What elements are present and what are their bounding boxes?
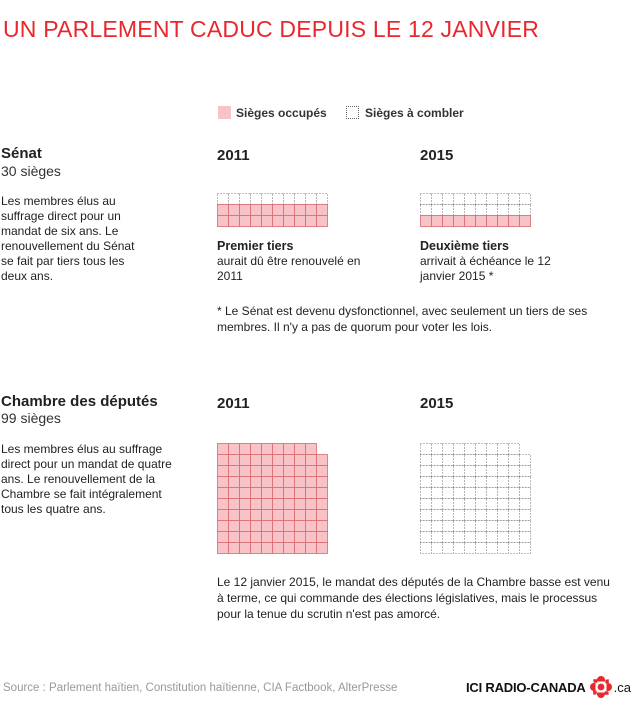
chamber-2011-seat-occupied	[306, 455, 317, 466]
chamber-2015-seat-vacant	[421, 521, 432, 532]
chamber-2015-seat-vacant	[520, 455, 531, 466]
chamber-2015-seat-vacant	[421, 510, 432, 521]
senate-caption-2015-text: arrivait à échéance le 12 janvier 2015 *	[420, 254, 551, 283]
chamber-2015-seat-vacant	[454, 488, 465, 499]
chamber-2011-seat-occupied	[229, 444, 240, 455]
chamber-2011-seat-occupied	[262, 510, 273, 521]
chamber-2011-seat-occupied	[273, 532, 284, 543]
chamber-2011-seat-occupied	[295, 477, 306, 488]
senate-2011-seat-vacant	[284, 194, 295, 205]
chamber-2015-seat-vacant	[454, 466, 465, 477]
chamber-2011-seat-occupied	[317, 455, 328, 466]
chamber-2011-seat-occupied	[295, 466, 306, 477]
senate-description: Les membres élus au suffrage direct pour un mandat de six ans. Le renouvellement du Sénat se fait par tiers tous les deux ans.	[1, 194, 135, 283]
senate-2015-seat-occupied	[487, 216, 498, 227]
chamber-2011-seat-occupied	[306, 521, 317, 532]
senate-2015-seat-vacant	[487, 205, 498, 216]
chamber-title: Chambre des députés	[1, 393, 158, 410]
logo-text: ICI RADIO-CANADA	[466, 679, 586, 695]
chamber-2011-seat-occupied	[240, 455, 251, 466]
chamber-2011-seat-occupied	[251, 510, 262, 521]
chamber-2015-seat-vacant	[443, 510, 454, 521]
senate-2015-seat-vacant	[421, 205, 432, 216]
chamber-2015-seat-vacant	[465, 532, 476, 543]
legend-vacant-swatch	[346, 106, 359, 119]
chamber-2011-seat-occupied	[273, 543, 284, 554]
chamber-2011-seat-occupied	[295, 532, 306, 543]
chamber-2015-seat-vacant	[443, 488, 454, 499]
senate-2011-seat-occupied	[306, 205, 317, 216]
senate-2011-seat-occupied	[251, 216, 262, 227]
senate-2011-seat-vacant	[295, 194, 306, 205]
chamber-2015-seat-vacant	[487, 488, 498, 499]
chamber-2015-seat-vacant	[520, 521, 531, 532]
chamber-2015-seat-grid	[420, 443, 532, 555]
chamber-2015-seat-vacant	[421, 455, 432, 466]
chamber-2011-seat-occupied	[317, 510, 328, 521]
senate-seats-label: 30 sièges	[1, 163, 61, 179]
chamber-2011-seat-occupied	[240, 499, 251, 510]
chamber-2011-seat-occupied	[229, 510, 240, 521]
senate-2015-seat-vacant	[498, 205, 509, 216]
chamber-2011-seat-occupied	[306, 466, 317, 477]
senate-2015-seat-vacant	[443, 194, 454, 205]
chamber-2015-seat-vacant	[454, 477, 465, 488]
chamber-2015-seat-vacant	[520, 477, 531, 488]
chamber-2011-seat-occupied	[295, 521, 306, 532]
chamber-2015-seat-vacant	[498, 455, 509, 466]
senate-2011-seat-vacant	[251, 194, 262, 205]
chamber-2015-seat-vacant	[443, 532, 454, 543]
senate-2015-seat-occupied	[476, 216, 487, 227]
chamber-2015-seat-vacant	[487, 543, 498, 554]
senate-2015-seat-grid	[420, 193, 532, 229]
chamber-2011-seat-occupied	[251, 466, 262, 477]
senate-caption-2015	[420, 239, 560, 284]
chamber-2015-seat-vacant	[454, 444, 465, 455]
chamber-2011-seat-occupied	[218, 466, 229, 477]
page-title: UN PARLEMENT CADUC DEPUIS LE 12 JANVIER	[3, 16, 540, 42]
chamber-2011-seat-occupied	[251, 488, 262, 499]
chamber-2011-seat-occupied	[218, 499, 229, 510]
chamber-2015-seat-vacant	[432, 477, 443, 488]
chamber-2011-seat-occupied	[218, 444, 229, 455]
chamber-2011-seat-occupied	[273, 499, 284, 510]
chamber-2011-seat-occupied	[317, 466, 328, 477]
chamber-2015-seat-vacant	[520, 499, 531, 510]
chamber-2015-seat-vacant	[498, 532, 509, 543]
legend-occupied-label: Sièges occupés	[236, 106, 327, 120]
chamber-2015-seat-vacant	[432, 499, 443, 510]
chamber-2015-seat-vacant	[432, 510, 443, 521]
chamber-2015-seat-vacant	[454, 521, 465, 532]
chamber-2015-seat-vacant	[476, 444, 487, 455]
chamber-2015-seat-vacant	[443, 521, 454, 532]
senate-2011-seat-vacant	[218, 194, 229, 205]
senate-2011-seat-occupied	[273, 216, 284, 227]
senate-2015-seat-vacant	[487, 194, 498, 205]
senate-title: Sénat	[1, 145, 42, 162]
chamber-2015-seat-vacant	[465, 466, 476, 477]
chamber-2015-seat-vacant	[454, 532, 465, 543]
chamber-2015-seat-vacant	[520, 532, 531, 543]
chamber-2015-seat-vacant	[465, 499, 476, 510]
chamber-2011-seat-grid	[217, 443, 329, 555]
chamber-2015-seat-vacant	[498, 444, 509, 455]
chamber-2011-seat-occupied	[262, 532, 273, 543]
senate-2015-seat-occupied	[520, 216, 531, 227]
senate-note: * Le Sénat est devenu dysfonctionnel, avec seulement un tiers de ses membres. Il n'y a pas de quorum pour voter les lois.	[217, 304, 588, 334]
chamber-2015-seat-vacant	[476, 543, 487, 554]
chamber-2015-seat-vacant	[443, 543, 454, 554]
chamber-2015-seat-vacant	[476, 477, 487, 488]
chamber-2015-seat-vacant	[487, 510, 498, 521]
chamber-2015-seat-vacant	[509, 466, 520, 477]
chamber-2015-seat-vacant	[476, 499, 487, 510]
senate-2015-seat-occupied	[498, 216, 509, 227]
chamber-2011-seat-occupied	[251, 499, 262, 510]
chamber-2015-seat-vacant	[454, 543, 465, 554]
senate-2015-seat-vacant	[465, 205, 476, 216]
chamber-2011-seat-occupied	[229, 543, 240, 554]
senate-2015-seat-vacant	[509, 194, 520, 205]
chamber-2015-seat-vacant	[487, 477, 498, 488]
chamber-2015-seat-vacant	[432, 444, 443, 455]
chamber-2015-seat-vacant	[498, 543, 509, 554]
chamber-2011-seat-occupied	[240, 543, 251, 554]
radio-canada-logo[interactable]	[466, 674, 631, 700]
chamber-2011-seat-occupied	[295, 499, 306, 510]
chamber-2011-seat-occupied	[240, 444, 251, 455]
chamber-2011-seat-occupied	[240, 477, 251, 488]
chamber-2011-seat-occupied	[284, 455, 295, 466]
senate-2015-seat-occupied	[465, 216, 476, 227]
logo-suffix: .ca	[613, 679, 631, 695]
chamber-2011-seat-occupied	[284, 466, 295, 477]
chamber-2011-seat-occupied	[262, 466, 273, 477]
chamber-2015-seat-vacant	[509, 488, 520, 499]
chamber-2015-seat-vacant	[432, 466, 443, 477]
senate-2015-seat-vacant	[509, 205, 520, 216]
chamber-2015-seat-vacant	[487, 499, 498, 510]
chamber-2011-seat-occupied	[251, 532, 262, 543]
chamber-2015-seat-vacant	[487, 532, 498, 543]
chamber-2015-seat-vacant	[443, 477, 454, 488]
chamber-2011-seat-occupied	[284, 521, 295, 532]
chamber-2011-seat-occupied	[317, 543, 328, 554]
chamber-2011-seat-occupied	[251, 521, 262, 532]
senate-2011-seat-occupied	[262, 216, 273, 227]
senate-2015-seat-occupied	[421, 216, 432, 227]
chamber-2011-seat-occupied	[251, 444, 262, 455]
senate-2011-seat-occupied	[240, 216, 251, 227]
senate-2011-seat-vacant	[273, 194, 284, 205]
senate-2015-seat-vacant	[520, 194, 531, 205]
senate-2015-seat-vacant	[432, 205, 443, 216]
source-note: Source : Parlement haïtien, Constitution haïtienne, CIA Factbook, AlterPresse	[3, 682, 398, 694]
chamber-2015-seat-vacant	[465, 455, 476, 466]
chamber-2015-seat-vacant	[421, 466, 432, 477]
chamber-2011-seat-occupied	[229, 499, 240, 510]
chamber-2015-seat-vacant	[498, 499, 509, 510]
chamber-2011-seat-occupied	[251, 543, 262, 554]
legend-vacant-label: Sièges à combler	[365, 106, 464, 120]
chamber-2015-seat-vacant	[421, 543, 432, 554]
chamber-2011-seat-occupied	[306, 510, 317, 521]
chamber-2011-seat-occupied	[317, 499, 328, 510]
chamber-2011-seat-occupied	[273, 521, 284, 532]
chamber-2011-seat-occupied	[240, 521, 251, 532]
chamber-2011-seat-occupied	[306, 477, 317, 488]
chamber-2011-seat-occupied	[295, 543, 306, 554]
chamber-2015-seat-vacant	[476, 488, 487, 499]
chamber-2015-seat-vacant	[476, 455, 487, 466]
chamber-2011-seat-occupied	[295, 455, 306, 466]
senate-2015-seat-vacant	[520, 205, 531, 216]
chamber-2015-seat-vacant	[520, 488, 531, 499]
senate-2015-seat-vacant	[498, 194, 509, 205]
senate-year-2011: 2011	[217, 147, 250, 164]
chamber-2015-seat-vacant	[454, 510, 465, 521]
chamber-2015-seat-vacant	[432, 521, 443, 532]
chamber-2015-seat-vacant	[443, 455, 454, 466]
chamber-2011-seat-occupied	[218, 488, 229, 499]
chamber-2011-seat-occupied	[229, 455, 240, 466]
chamber-2011-seat-occupied	[262, 477, 273, 488]
chamber-2015-seat-vacant	[476, 466, 487, 477]
senate-2011-seat-occupied	[317, 205, 328, 216]
chamber-seats-label: 99 sièges	[1, 410, 61, 426]
chamber-2015-seat-vacant	[509, 477, 520, 488]
chamber-2011-seat-occupied	[295, 510, 306, 521]
senate-2011-seat-occupied	[295, 216, 306, 227]
senate-caption-2011	[217, 239, 377, 284]
chamber-2015-seat-vacant	[443, 466, 454, 477]
chamber-2015-seat-vacant	[421, 488, 432, 499]
senate-2015-seat-occupied	[432, 216, 443, 227]
chamber-2015-seat-vacant	[487, 444, 498, 455]
senate-2011-seat-grid	[217, 193, 329, 229]
senate-2015-seat-vacant	[443, 205, 454, 216]
senate-2011-seat-vacant	[262, 194, 273, 205]
chamber-2011-seat-occupied	[284, 499, 295, 510]
chamber-2015-seat-vacant	[465, 510, 476, 521]
chamber-2011-seat-occupied	[229, 477, 240, 488]
chamber-2015-seat-vacant	[421, 532, 432, 543]
chamber-description: Les membres élus au suffrage direct pour un mandat de quatre ans. Le renouvellement de la Chambre se fait intégralement tous les quatre ans.	[1, 442, 172, 516]
chamber-2011-seat-occupied	[284, 532, 295, 543]
senate-2011-seat-occupied	[218, 216, 229, 227]
senate-2015-seat-occupied	[443, 216, 454, 227]
senate-2011-seat-vacant	[240, 194, 251, 205]
senate-caption-2015-title: Deuxième tiers	[420, 239, 509, 253]
senate-2011-seat-vacant	[306, 194, 317, 205]
chamber-2011-seat-occupied	[262, 499, 273, 510]
senate-caption-2011-text: aurait dû être renouvelé en 2011	[217, 254, 361, 283]
senate-year-2015: 2015	[420, 147, 454, 164]
chamber-2015-seat-vacant	[465, 488, 476, 499]
chamber-2015-seat-vacant	[509, 510, 520, 521]
chamber-2011-seat-occupied	[273, 444, 284, 455]
chamber-2011-seat-occupied	[306, 532, 317, 543]
chamber-2011-seat-occupied	[273, 488, 284, 499]
senate-2011-seat-occupied	[251, 205, 262, 216]
senate-2011-seat-occupied	[218, 205, 229, 216]
chamber-2011-seat-occupied	[317, 532, 328, 543]
chamber-2015-seat-vacant	[509, 444, 520, 455]
chamber-2011-seat-occupied	[306, 444, 317, 455]
chamber-2011-seat-occupied	[229, 532, 240, 543]
chamber-2011-seat-occupied	[262, 521, 273, 532]
chamber-2015-seat-vacant	[498, 488, 509, 499]
chamber-2011-seat-occupied	[218, 543, 229, 554]
chamber-2011-seat-occupied	[317, 521, 328, 532]
senate-2015-seat-vacant	[421, 194, 432, 205]
chamber-2011-seat-occupied	[273, 477, 284, 488]
senate-2015-seat-occupied	[509, 216, 520, 227]
chamber-2011-seat-occupied	[306, 543, 317, 554]
chamber-2015-seat-vacant	[520, 543, 531, 554]
chamber-2011-seat-occupied	[284, 488, 295, 499]
senate-2011-seat-occupied	[317, 216, 328, 227]
chamber-2015-seat-vacant	[509, 499, 520, 510]
chamber-2011-seat-occupied	[229, 466, 240, 477]
chamber-2011-seat-occupied	[251, 455, 262, 466]
chamber-2015-seat-vacant	[432, 543, 443, 554]
chamber-2015-seat-vacant	[421, 444, 432, 455]
chamber-2011-seat-occupied	[229, 521, 240, 532]
chamber-2015-seat-vacant	[465, 521, 476, 532]
senate-2011-seat-occupied	[262, 205, 273, 216]
chamber-note: Le 12 janvier 2015, le mandat des députés de la Chambre basse est venu à terme, ce qui commande des élections législatives, mais le processus pour la tenue du scrutin n'est pas amorcé.	[217, 575, 610, 621]
chamber-2011-seat-occupied	[317, 477, 328, 488]
chamber-2015-seat-vacant	[520, 466, 531, 477]
senate-2015-seat-vacant	[476, 205, 487, 216]
chamber-2015-seat-vacant	[509, 455, 520, 466]
chamber-2011-seat-occupied	[240, 510, 251, 521]
chamber-2011-seat-occupied	[295, 444, 306, 455]
radio-canada-gem-icon	[589, 675, 613, 699]
chamber-2015-seat-vacant	[432, 455, 443, 466]
chamber-2015-seat-vacant	[509, 532, 520, 543]
chamber-2015-seat-vacant	[476, 510, 487, 521]
chamber-2011-seat-occupied	[284, 444, 295, 455]
chamber-year-2011: 2011	[217, 395, 250, 412]
senate-2015-seat-vacant	[465, 194, 476, 205]
chamber-2011-seat-occupied	[317, 488, 328, 499]
chamber-2011-seat-occupied	[306, 499, 317, 510]
chamber-2015-seat-vacant	[476, 532, 487, 543]
chamber-2015-seat-vacant	[476, 521, 487, 532]
chamber-year-2015: 2015	[420, 395, 454, 412]
chamber-2015-seat-vacant	[487, 521, 498, 532]
chamber-2011-seat-occupied	[284, 543, 295, 554]
chamber-2015-seat-vacant	[509, 543, 520, 554]
senate-2011-seat-vacant	[229, 194, 240, 205]
chamber-2015-seat-vacant	[487, 466, 498, 477]
chamber-2011-seat-occupied	[262, 444, 273, 455]
chamber-2015-seat-vacant	[454, 455, 465, 466]
chamber-2015-seat-vacant	[443, 499, 454, 510]
senate-2015-seat-vacant	[454, 205, 465, 216]
chamber-2011-seat-occupied	[273, 455, 284, 466]
senate-2011-seat-occupied	[284, 205, 295, 216]
chamber-2011-seat-occupied	[273, 510, 284, 521]
chamber-2015-seat-vacant	[421, 477, 432, 488]
senate-caption-2011-title: Premier tiers	[217, 239, 294, 253]
chamber-2011-seat-occupied	[240, 466, 251, 477]
chamber-2011-seat-occupied	[295, 488, 306, 499]
senate-2011-seat-occupied	[295, 205, 306, 216]
chamber-2015-seat-vacant	[520, 510, 531, 521]
chamber-2015-seat-vacant	[509, 521, 520, 532]
chamber-2011-seat-occupied	[251, 477, 262, 488]
senate-2011-seat-occupied	[240, 205, 251, 216]
chamber-2015-seat-vacant	[498, 477, 509, 488]
chamber-2015-seat-vacant	[487, 455, 498, 466]
chamber-2015-seat-vacant	[498, 466, 509, 477]
chamber-2011-seat-occupied	[273, 466, 284, 477]
chamber-2015-seat-vacant	[432, 488, 443, 499]
chamber-2015-seat-vacant	[465, 444, 476, 455]
chamber-2011-seat-occupied	[240, 532, 251, 543]
senate-2011-seat-occupied	[284, 216, 295, 227]
senate-2015-seat-vacant	[454, 194, 465, 205]
chamber-2011-seat-occupied	[229, 488, 240, 499]
legend-occupied-swatch	[218, 106, 231, 119]
senate-2015-seat-vacant	[476, 194, 487, 205]
chamber-2015-seat-vacant	[465, 477, 476, 488]
senate-2011-seat-occupied	[229, 216, 240, 227]
chamber-2011-seat-occupied	[218, 477, 229, 488]
senate-2011-seat-occupied	[229, 205, 240, 216]
senate-2015-seat-occupied	[454, 216, 465, 227]
chamber-2011-seat-occupied	[262, 543, 273, 554]
chamber-2011-seat-occupied	[218, 510, 229, 521]
senate-2011-seat-occupied	[273, 205, 284, 216]
chamber-2015-seat-vacant	[432, 532, 443, 543]
chamber-2015-seat-vacant	[421, 499, 432, 510]
chamber-2015-seat-vacant	[498, 510, 509, 521]
chamber-2011-seat-occupied	[262, 488, 273, 499]
chamber-2011-seat-occupied	[284, 510, 295, 521]
chamber-2011-seat-occupied	[262, 455, 273, 466]
senate-2011-seat-vacant	[317, 194, 328, 205]
chamber-2015-seat-vacant	[443, 444, 454, 455]
chamber-2011-seat-occupied	[284, 477, 295, 488]
chamber-2015-seat-vacant	[465, 543, 476, 554]
chamber-2011-seat-occupied	[240, 488, 251, 499]
chamber-2015-seat-vacant	[454, 499, 465, 510]
chamber-2011-seat-occupied	[218, 455, 229, 466]
senate-2015-seat-vacant	[432, 194, 443, 205]
chamber-2015-seat-vacant	[498, 521, 509, 532]
chamber-2011-seat-occupied	[218, 532, 229, 543]
chamber-2011-seat-occupied	[306, 488, 317, 499]
chamber-2011-seat-occupied	[218, 521, 229, 532]
senate-2011-seat-occupied	[306, 216, 317, 227]
